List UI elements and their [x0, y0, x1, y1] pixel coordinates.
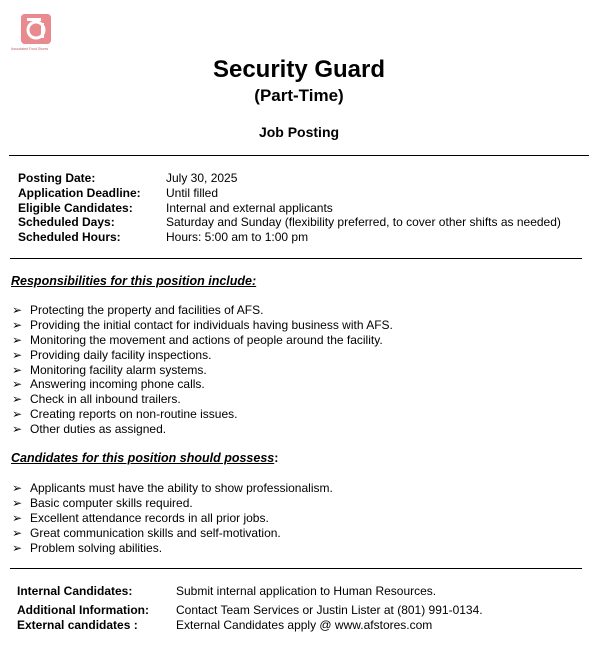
logo-mark [21, 14, 51, 44]
list-item-text: Excellent attendance records in all prior jobs. [30, 510, 269, 525]
detail-row-scheduled-hours [18, 230, 561, 245]
arrow-bullet-icon: ➢ [12, 422, 23, 437]
list-item-text: Protecting the property and facilities of AFS. [30, 303, 264, 317]
contact-value: Contact Team Services or Justin Lister at (801) 991-0134. [176, 602, 483, 617]
detail-row-application-deadline [18, 186, 561, 201]
list-item-text: Applicants must have the ability to show professionalism. [30, 481, 333, 495]
detail-value: Until filled [166, 185, 219, 200]
list-item [12, 333, 393, 348]
detail-label: Eligible Candidates: [18, 200, 133, 215]
qualifications-heading-text: Candidates for this position should possess [11, 451, 275, 465]
arrow-bullet-icon: ➢ [12, 481, 23, 495]
divider-top [9, 155, 589, 156]
qualifications-heading-colon: : [274, 451, 279, 465]
contact-value: External Candidates apply @ www.afstores.com [176, 617, 433, 632]
contact-label: External candidates : [17, 617, 138, 632]
detail-label: Scheduled Hours: [18, 230, 121, 245]
qualifications-list [12, 481, 333, 555]
list-item-text: Problem solving abilities. [30, 540, 163, 555]
contact-label: Additional Information: [17, 602, 149, 617]
detail-row-scheduled-days [18, 215, 561, 230]
list-item-text: Answering incoming phone calls. [30, 377, 205, 392]
divider-contacts [10, 568, 582, 569]
company-logo [11, 14, 61, 51]
contact-row-internal [17, 584, 483, 599]
list-item-text: Providing the initial contact for individuals having business with AFS. [30, 317, 393, 332]
list-item-text: Check in all inbound trailers. [30, 392, 181, 407]
detail-label: Posting Date: [18, 171, 96, 185]
arrow-bullet-icon: ➢ [12, 510, 23, 525]
list-item [12, 303, 393, 318]
responsibilities-list [12, 303, 393, 437]
responsibilities-heading-text: Responsibilities for this position include: [11, 274, 257, 288]
list-item-text: Monitoring facility alarm systems. [30, 362, 207, 377]
detail-value: July 30, 2025 [166, 171, 238, 185]
posting-details [18, 171, 561, 245]
list-item [12, 526, 333, 541]
arrow-bullet-icon: ➢ [12, 362, 23, 377]
list-item-text: Monitoring the movement and actions of people around the facility. [30, 332, 383, 347]
contact-row-external [17, 618, 483, 633]
logo-caption: Associated Food Stores [11, 47, 49, 51]
list-item [12, 481, 333, 496]
arrow-bullet-icon: ➢ [12, 317, 23, 332]
arrow-bullet-icon: ➢ [12, 303, 23, 317]
arrow-bullet-icon: ➢ [12, 392, 23, 407]
divider-details [10, 258, 582, 259]
list-item [12, 318, 393, 333]
contact-value: Submit internal application to Human Resources. [176, 584, 437, 598]
arrow-bullet-icon: ➢ [12, 495, 23, 510]
list-item-text: Providing daily facility inspections. [30, 347, 212, 362]
detail-row-eligible-candidates [18, 201, 561, 216]
detail-label: Scheduled Days: [18, 215, 115, 230]
list-item [12, 407, 393, 422]
contact-info [17, 584, 483, 632]
list-item-text: Basic computer skills required. [30, 495, 193, 510]
list-item [12, 348, 393, 363]
detail-value: Internal and external applicants [166, 200, 333, 215]
arrow-bullet-icon: ➢ [12, 347, 23, 362]
list-item-text: Other duties as assigned. [30, 422, 167, 437]
detail-row-posting-date [18, 171, 561, 186]
arrow-bullet-icon: ➢ [12, 407, 23, 422]
list-item-text: Great communication skills and self-motivation. [30, 525, 281, 540]
page-subtitle: (Part-Time) [254, 86, 344, 105]
arrow-bullet-icon: ➢ [12, 525, 23, 540]
document-type: Job Posting [258, 124, 340, 140]
detail-label: Application Deadline: [18, 185, 141, 200]
arrow-bullet-icon: ➢ [12, 377, 23, 392]
list-item [12, 541, 333, 556]
list-item [12, 496, 333, 511]
list-item [12, 511, 333, 526]
list-item [12, 377, 393, 392]
qualifications-heading [11, 451, 278, 465]
detail-value: Hours: 5:00 am to 1:00 pm [166, 230, 309, 245]
contact-row-additional [17, 603, 483, 618]
page-title: Security Guard [212, 56, 386, 83]
arrow-bullet-icon: ➢ [12, 540, 23, 555]
contact-label: Internal Candidates: [17, 584, 133, 598]
list-item [12, 392, 393, 407]
list-item [12, 422, 393, 437]
arrow-bullet-icon: ➢ [12, 332, 23, 347]
list-item [12, 363, 393, 378]
responsibilities-heading [11, 274, 256, 288]
detail-value: Saturday and Sunday (flexibility preferred, to cover other shifts as needed) [166, 215, 561, 230]
list-item-text: Creating reports on non-routine issues. [30, 407, 238, 422]
